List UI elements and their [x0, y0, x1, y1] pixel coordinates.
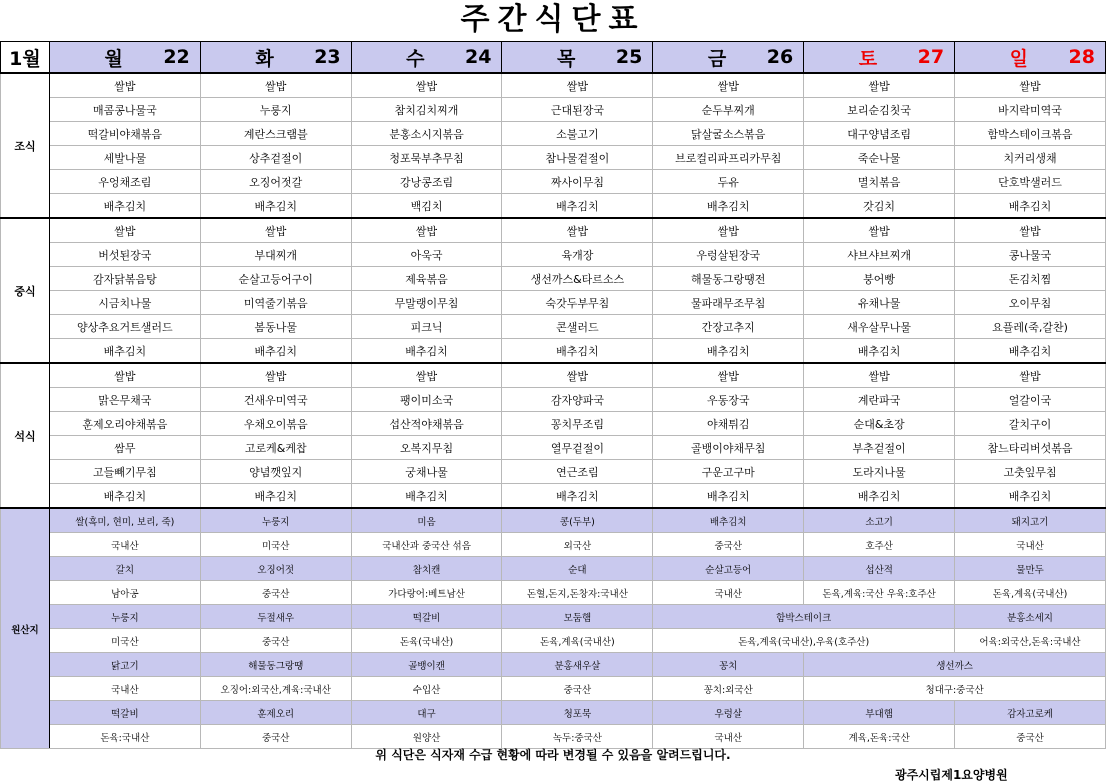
menu-item: 쌀밥: [200, 363, 351, 388]
menu-item: 배추김치: [653, 194, 804, 219]
menu-item: 시금치나물: [49, 291, 200, 315]
menu-item: 두유: [653, 170, 804, 194]
menu-item: 계란스크램블: [200, 122, 351, 146]
menu-item: 배추김치: [49, 194, 200, 219]
menu-item: 배추김치: [804, 484, 955, 509]
origin-item: 물만두: [955, 557, 1106, 581]
menu-item: 꽁치무조림: [502, 412, 653, 436]
menu-item: 상추겉절이: [200, 146, 351, 170]
origin-item: 중국산: [653, 533, 804, 557]
origin-item: 오징어젓: [200, 557, 351, 581]
origin-item: 대구: [351, 701, 502, 725]
origin-item: 누룽지: [200, 508, 351, 533]
menu-item: 쌀밥: [955, 363, 1106, 388]
menu-item: 쌀밥: [200, 73, 351, 98]
day-name: 일: [1009, 47, 1028, 70]
menu-item: 유채나물: [804, 291, 955, 315]
meal-row: [1, 339, 1106, 364]
menu-item: 감자닭볶음탕: [49, 267, 200, 291]
menu-item: 배추김치: [49, 339, 200, 364]
menu-item: 구운고구마: [653, 460, 804, 484]
meal-label: 조식: [1, 73, 50, 218]
menu-item: 쌀밥: [502, 218, 653, 243]
origin-item: 섭산적: [804, 557, 955, 581]
menu-item: 배추김치: [49, 484, 200, 509]
origin-item: 돈육(국내산): [351, 629, 502, 653]
menu-item: 양상추요거트샐러드: [49, 315, 200, 339]
day-header: [351, 42, 502, 74]
meal-row: [1, 267, 1106, 291]
menu-item: 배추김치: [955, 484, 1106, 509]
origin-item: 우렁살: [653, 701, 804, 725]
origin-item: 분홍새우살: [502, 653, 653, 677]
menu-item: 쌀밥: [200, 218, 351, 243]
menu-item: 쌀밥: [804, 218, 955, 243]
menu-item: 쌀밥: [804, 363, 955, 388]
meal-row: [1, 460, 1106, 484]
menu-item: 해물동그랑땡전: [653, 267, 804, 291]
menu-item: 순대&초장: [804, 412, 955, 436]
menu-item: 쌀밥: [653, 73, 804, 98]
menu-item: 강낭콩조림: [351, 170, 502, 194]
origin-item: 생선까스: [804, 653, 1106, 677]
origin-item: 청대구:중국산: [804, 677, 1106, 701]
origin-item: 닭고기: [49, 653, 200, 677]
menu-item: 숙갓두부무침: [502, 291, 653, 315]
menu-item: 멸치볶음: [804, 170, 955, 194]
day-date: 26: [766, 46, 794, 68]
organization-name: 광주시립제1요양병원: [895, 768, 1008, 782]
menu-item: 양념깻잎지: [200, 460, 351, 484]
origin-item: 원양산: [351, 725, 502, 749]
menu-item: 생선까스&타르소스: [502, 267, 653, 291]
menu-item: 팽이미소국: [351, 388, 502, 412]
menu-item: 우엉채조림: [49, 170, 200, 194]
menu-item: 쌀밥: [351, 73, 502, 98]
origin-item: 모둠햄: [502, 605, 653, 629]
day-date: 24: [465, 46, 492, 68]
origin-item: 국내산: [49, 677, 200, 701]
menu-item: 쌀밥: [49, 73, 200, 98]
day-header: [804, 42, 955, 74]
meal-row: [1, 363, 1106, 388]
origin-item: 돼지고기: [955, 508, 1106, 533]
meal-row: [1, 98, 1106, 122]
menu-item: 바지락미역국: [955, 98, 1106, 122]
menu-item: 배추김치: [502, 339, 653, 364]
day-date: 27: [917, 46, 945, 68]
menu-item: 고로케&케찹: [200, 436, 351, 460]
menu-item: 순살고등어구이: [200, 267, 351, 291]
origin-item: 두절새우: [200, 605, 351, 629]
menu-item: 죽순나물: [804, 146, 955, 170]
menu-item: 대구양념조림: [804, 122, 955, 146]
origin-item: 돈육,계육(국내산): [502, 629, 653, 653]
day-date: 22: [163, 46, 190, 68]
origin-item: 훈제오리: [200, 701, 351, 725]
meal-row: [1, 170, 1106, 194]
menu-item: 육개장: [502, 243, 653, 267]
origin-item: 가다랑어:베트남산: [351, 581, 502, 605]
origin-row: [1, 508, 1106, 533]
menu-item: 배추김치: [955, 194, 1106, 219]
menu-item: 떡갈비야채볶음: [49, 122, 200, 146]
menu-item: 오복지무침: [351, 436, 502, 460]
menu-item: 함박스테이크볶음: [955, 122, 1106, 146]
origin-item: 어육:외국산,돈육:국내산: [955, 629, 1106, 653]
menu-item: 새우살무나물: [804, 315, 955, 339]
meal-row: [1, 146, 1106, 170]
day-header: [49, 42, 200, 74]
menu-item: 샤브샤브찌개: [804, 243, 955, 267]
origin-row: [1, 701, 1106, 725]
menu-item: 오이무침: [955, 291, 1106, 315]
origin-item: 돈육,계육(국내산),우육(호주산): [653, 629, 955, 653]
origin-row: [1, 533, 1106, 557]
menu-item: 누룽지: [200, 98, 351, 122]
menu-item: 돈김치찜: [955, 267, 1106, 291]
origin-item: 골뱅이캔: [351, 653, 502, 677]
menu-item: 쌀밥: [502, 73, 653, 98]
menu-item: 쌀밥: [653, 363, 804, 388]
menu-item: 근대된장국: [502, 98, 653, 122]
origin-item: 소고기: [804, 508, 955, 533]
origin-item: 미국산: [200, 533, 351, 557]
menu-item: 갈치구이: [955, 412, 1106, 436]
menu-item: 우렁살된장국: [653, 243, 804, 267]
menu-item: 참나물겉절이: [502, 146, 653, 170]
meal-row: [1, 194, 1106, 219]
weekly-menu-table: [0, 41, 1106, 749]
origin-item: 국내산: [653, 581, 804, 605]
menu-item: 감자양파국: [502, 388, 653, 412]
menu-item: 쌀밥: [804, 73, 955, 98]
origin-item: 배추김치: [653, 508, 804, 533]
origin-item: 콩(두부): [502, 508, 653, 533]
day-header: [502, 42, 653, 74]
menu-item: 계란파국: [804, 388, 955, 412]
menu-item: 쌀밥: [351, 363, 502, 388]
origin-item: 부대햄: [804, 701, 955, 725]
origin-item: 꽁치: [653, 653, 804, 677]
meal-row: [1, 412, 1106, 436]
menu-item: 배추김치: [804, 339, 955, 364]
day-header: [200, 42, 351, 74]
menu-item: 도라지나물: [804, 460, 955, 484]
origin-item: 떡갈비: [351, 605, 502, 629]
menu-item: 배추김치: [200, 339, 351, 364]
menu-item: 무말랭이무침: [351, 291, 502, 315]
menu-item: 배추김치: [200, 194, 351, 219]
menu-item: 백김치: [351, 194, 502, 219]
origin-item: 국내산: [49, 533, 200, 557]
menu-item: 짜사이무침: [502, 170, 653, 194]
menu-item: 쌀밥: [502, 363, 653, 388]
origin-row: [1, 653, 1106, 677]
menu-item: 우동장국: [653, 388, 804, 412]
menu-item: 건새우미역국: [200, 388, 351, 412]
menu-item: 콩나물국: [955, 243, 1106, 267]
origin-item: 외국산: [502, 533, 653, 557]
menu-item: 고들빼기무침: [49, 460, 200, 484]
menu-item: 소불고기: [502, 122, 653, 146]
menu-item: 배추김치: [351, 484, 502, 509]
menu-item: 물파래무조무침: [653, 291, 804, 315]
day-date: 25: [615, 46, 643, 68]
menu-item: 배추김치: [200, 484, 351, 509]
origin-item: 떡갈비: [49, 701, 200, 725]
menu-item: 얼갈이국: [955, 388, 1106, 412]
origin-row: [1, 629, 1106, 653]
origin-item: 순살고등어: [653, 557, 804, 581]
origin-item: 중국산: [502, 677, 653, 701]
origin-item: 오징어:외국산,계육:국내산: [200, 677, 351, 701]
menu-item: 배추김치: [502, 484, 653, 509]
menu-item: 훈제오리야채볶음: [49, 412, 200, 436]
menu-item: 봄동나물: [200, 315, 351, 339]
origin-item: 미국산: [49, 629, 200, 653]
meal-row: [1, 291, 1106, 315]
origin-item: 참치캔: [351, 557, 502, 581]
origin-item: 해물동그랑땡: [200, 653, 351, 677]
menu-item: 오징어젓갈: [200, 170, 351, 194]
meal-row: [1, 243, 1106, 267]
menu-item: 미역줄기볶음: [200, 291, 351, 315]
origin-item: 국내산: [653, 725, 804, 749]
meal-label: 석식: [1, 363, 50, 508]
origin-row: [1, 557, 1106, 581]
menu-item: 매콤콩나물국: [49, 98, 200, 122]
origin-item: 쌀(흑미, 현미, 보리, 죽): [49, 508, 200, 533]
day-header: [955, 42, 1106, 74]
menu-item: 쌀밥: [351, 218, 502, 243]
meal-row: [1, 388, 1106, 412]
day-name: 화: [255, 47, 274, 70]
origin-item: 분홍소세지: [955, 605, 1106, 629]
origin-item: 미음: [351, 508, 502, 533]
menu-item: 쌀밥: [955, 73, 1106, 98]
origin-item: 중국산: [955, 725, 1106, 749]
menu-item: 피크닉: [351, 315, 502, 339]
day-date: 28: [1068, 46, 1095, 68]
menu-item: 갓김치: [804, 194, 955, 219]
meal-row: [1, 218, 1106, 243]
menu-item: 참느타리버섯볶음: [955, 436, 1106, 460]
menu-item: 순두부찌개: [653, 98, 804, 122]
day-header-row: [1, 42, 1106, 74]
meal-row: [1, 122, 1106, 146]
meal-row: [1, 436, 1106, 460]
origin-item: 돈혈,돈지,돈창자:국내산: [502, 581, 653, 605]
origin-item: 녹두:중국산: [502, 725, 653, 749]
menu-item: 청포묵부추무침: [351, 146, 502, 170]
day-header: [653, 42, 804, 74]
month-label: 1월: [1, 42, 50, 74]
origin-item: 중국산: [200, 581, 351, 605]
menu-item: 우채오이볶음: [200, 412, 351, 436]
meal-row: [1, 73, 1106, 98]
menu-item: 연근조림: [502, 460, 653, 484]
menu-item: 배추김치: [351, 339, 502, 364]
notice-text: 위 식단은 식자재 수급 현황에 따라 변경될 수 있음을 알려드립니다.: [375, 748, 731, 762]
origin-item: 중국산: [200, 725, 351, 749]
menu-item: 열무겉절이: [502, 436, 653, 460]
menu-item: 섭산적야채볶음: [351, 412, 502, 436]
menu-item: 제육볶음: [351, 267, 502, 291]
menu-item: 아욱국: [351, 243, 502, 267]
menu-item: 버섯된장국: [49, 243, 200, 267]
menu-item: 배추김치: [955, 339, 1106, 364]
menu-item: 쌀밥: [49, 363, 200, 388]
meal-row: [1, 315, 1106, 339]
menu-item: 쌀밥: [955, 218, 1106, 243]
menu-item: 궁채나물: [351, 460, 502, 484]
menu-item: 쌈무: [49, 436, 200, 460]
menu-item: 부대찌개: [200, 243, 351, 267]
origin-item: 함박스테이크: [653, 605, 955, 629]
menu-item: 분홍소시지볶음: [351, 122, 502, 146]
menu-item: 참치김치찌개: [351, 98, 502, 122]
origin-item: 남아공: [49, 581, 200, 605]
menu-item: 쌀밥: [653, 218, 804, 243]
origin-item: 수입산: [351, 677, 502, 701]
origin-item: 돈육:국내산: [49, 725, 200, 749]
menu-item: 배추김치: [653, 484, 804, 509]
meal-row: [1, 484, 1106, 509]
origin-item: 청포묵: [502, 701, 653, 725]
day-name: 수: [406, 47, 425, 70]
origin-item: 국내산과 중국산 섞음: [351, 533, 502, 557]
meal-label: 중식: [1, 218, 50, 363]
menu-item: 요플레(죽,갈찬): [955, 315, 1106, 339]
origin-item: 감자고로케: [955, 701, 1106, 725]
menu-item: 치커리생채: [955, 146, 1106, 170]
menu-item: 콘샐러드: [502, 315, 653, 339]
menu-item: 단호박샐러드: [955, 170, 1106, 194]
menu-item: 골뱅이야채무침: [653, 436, 804, 460]
origin-label: 원산지: [1, 508, 50, 749]
menu-item: 고춧잎무침: [955, 460, 1106, 484]
menu-item: 세발나물: [49, 146, 200, 170]
menu-item: 닭살굴소스볶음: [653, 122, 804, 146]
page-title: 주간식단표: [460, 2, 646, 37]
origin-item: 꽁치:외국산: [653, 677, 804, 701]
menu-item: 쌀밥: [49, 218, 200, 243]
day-date: 23: [314, 46, 341, 68]
menu-item: 보리순김칫국: [804, 98, 955, 122]
origin-row: [1, 677, 1106, 701]
origin-item: 돈육,계육(국내산): [955, 581, 1106, 605]
origin-item: 돈육,계육:국산 우육:호주산: [804, 581, 955, 605]
origin-item: 순대: [502, 557, 653, 581]
origin-item: 계육,돈육:국산: [804, 725, 955, 749]
origin-item: 누룽지: [49, 605, 200, 629]
menu-item: 배추김치: [502, 194, 653, 219]
day-name: 월: [104, 47, 123, 70]
menu-item: 맑은무채국: [49, 388, 200, 412]
menu-item: 야채튀김: [653, 412, 804, 436]
menu-item: 붕어빵: [804, 267, 955, 291]
origin-row: [1, 605, 1106, 629]
origin-item: 호주산: [804, 533, 955, 557]
menu-item: 브로컬리파프리카무침: [653, 146, 804, 170]
day-name: 토: [858, 47, 878, 70]
origin-row: [1, 725, 1106, 749]
menu-item: 배추김치: [653, 339, 804, 364]
origin-item: 중국산: [200, 629, 351, 653]
menu-item: 부추겉절이: [804, 436, 955, 460]
origin-item: 갈치: [49, 557, 200, 581]
day-name: 금: [707, 47, 727, 70]
origin-item: 국내산: [955, 533, 1106, 557]
menu-item: 간장고추지: [653, 315, 804, 339]
day-name: 목: [556, 47, 576, 70]
origin-row: [1, 581, 1106, 605]
